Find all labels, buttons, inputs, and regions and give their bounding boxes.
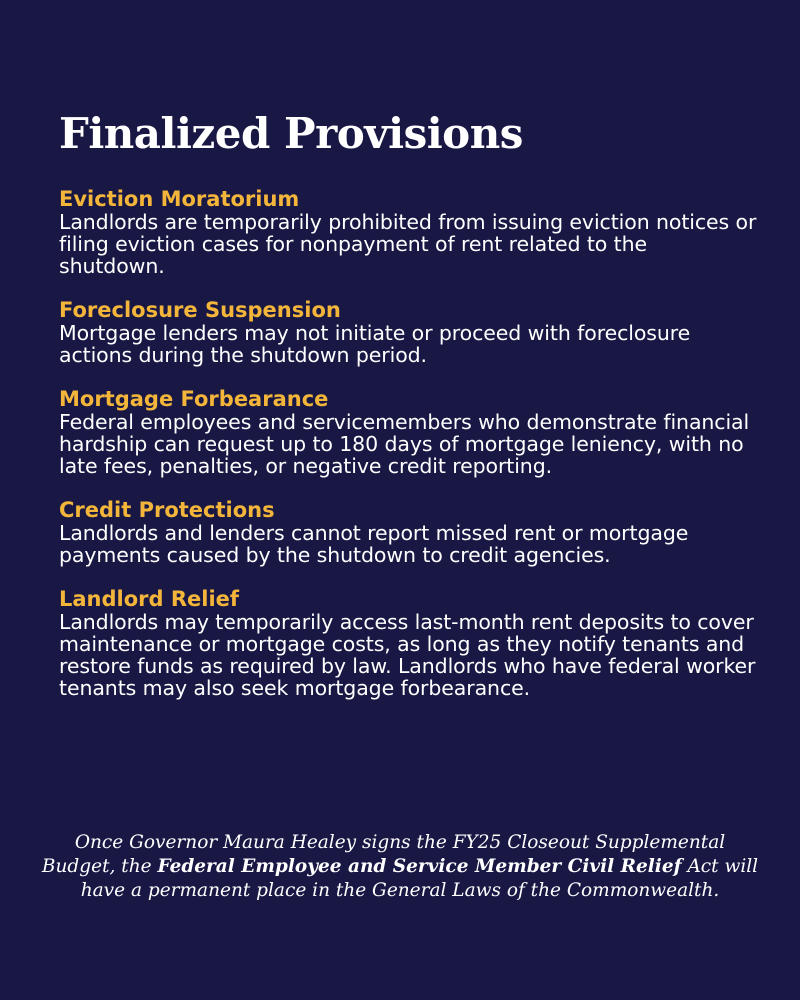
closing-text-part2: Act will have a permanent place in the General Laws of the Commonwealth.: [80, 855, 759, 901]
provision-heading: Mortgage Forbearance: [59, 387, 329, 411]
provision-eviction-moratorium: [59, 188, 759, 277]
provision-mortgage-forbearance: [59, 388, 759, 477]
provision-heading: Eviction Moratorium: [59, 187, 300, 211]
provision-landlord-relief: [59, 588, 759, 699]
provision-heading: Credit Protections: [59, 498, 275, 522]
page-title: Finalized Provisions: [59, 109, 523, 158]
provision-body: Landlords are temporarily prohibited from issuing eviction notices or filing eviction cases for nonpayment of rent related to the shutdown.: [59, 210, 757, 278]
provision-body: Federal employees and servicemembers who demonstrate financial hardship can request up to 180 days of mortgage leniency, with no late fees, penalties, or negative credit reporting.: [59, 410, 750, 478]
provisions-content: [59, 108, 759, 721]
provision-heading: Landlord Relief: [59, 587, 240, 611]
provision-credit-protections: [59, 499, 759, 566]
closing-statement: [40, 831, 760, 903]
closing-text-part1: Once Governor Maura Healey signs the FY25 Closeout Supplemental Budget, the: [41, 831, 726, 877]
provision-foreclosure-suspension: [59, 299, 759, 366]
provision-heading: Foreclosure Suspension: [59, 298, 341, 322]
act-name: Federal Employee and Service Member Civil Relief: [157, 855, 682, 877]
provision-body: Landlords may temporarily access last-month rent deposits to cover maintenance or mortgage costs, as long as they notify tenants and restore funds as required by law. Landlords who have federal worker tenants may also seek mortgage forbearance.: [59, 610, 756, 700]
provision-body: Mortgage lenders may not initiate or proceed with foreclosure actions during the shutdown period.: [59, 321, 691, 367]
provision-body: Landlords and lenders cannot report missed rent or mortgage payments caused by the shutdown to credit agencies.: [59, 521, 689, 567]
